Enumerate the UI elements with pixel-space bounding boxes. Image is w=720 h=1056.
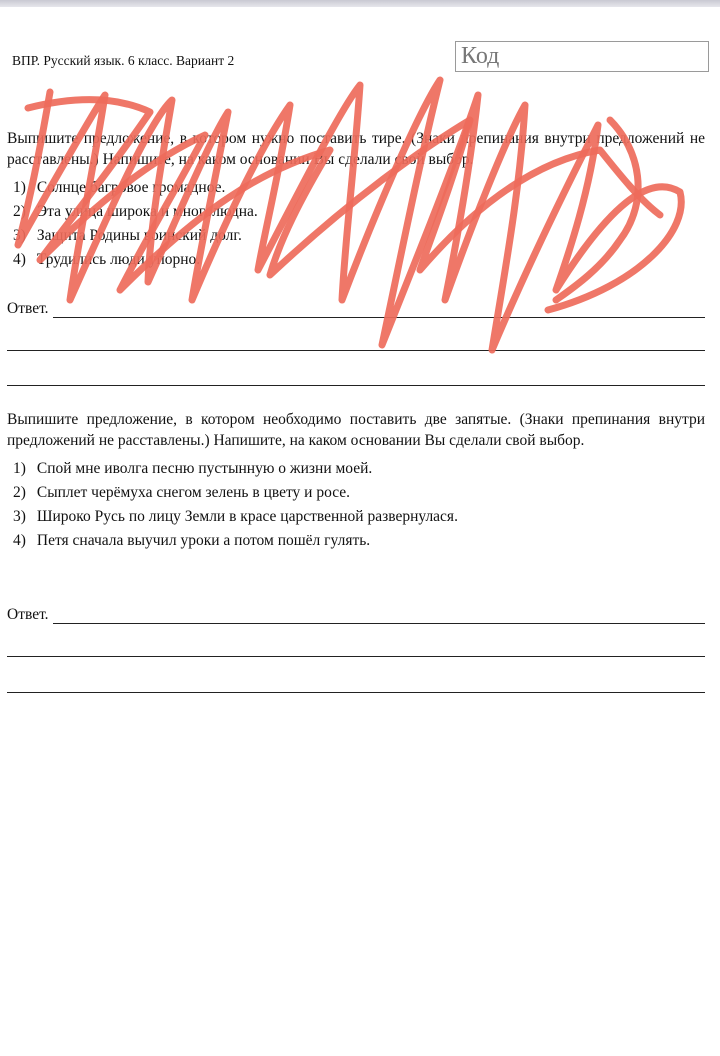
task-2-option: 4) Петя сначала выучил уроки а потом пошёл гулять. (13, 532, 371, 549)
task-2-option: 2) Сыплет черёмуха снегом зелень в цвету и росе. (13, 484, 351, 501)
task-2 (7, 410, 705, 553)
task-1 (7, 129, 705, 272)
task-2-answer-line[interactable] (53, 609, 705, 624)
task-2-options (13, 457, 705, 553)
task-2-answer-label: Ответ. (7, 606, 49, 623)
task-2-prompt: Выпишите предложение, в котором необходимо поставить две запятые. (Знаки препинания внутри предложений не расставлены.) Напишите, на каком основании Вы сделали свой выбор. (7, 411, 705, 449)
page-header-title: ВПР. Русский язык. 6 класс. Вариант 2 (12, 53, 235, 68)
task-1-options (13, 176, 705, 272)
task-1-answer[interactable] (7, 300, 705, 318)
task-1-prompt: Выпишите предложение, в котором нужно поставить тире. (Знаки препинания внутри предложений не расставлены.) Напишите, на каком основании Вы сделали свой выбор. (7, 130, 705, 168)
task-1-option: 2) Эта улица широка и многолюдна. (13, 203, 258, 220)
task-1-answer-label: Ответ. (7, 300, 49, 317)
task-1-answer-line[interactable] (53, 303, 705, 318)
task-2-answer[interactable] (7, 606, 705, 624)
code-field[interactable]: Код (455, 41, 709, 72)
task-1-option: 4) Трудились люди упорно. (13, 251, 201, 268)
top-edge (0, 0, 720, 7)
task-2-answer-line-3[interactable] (7, 692, 705, 693)
task-1-option: 1) Солнце багровое громадное. (13, 179, 226, 196)
task-2-option: 1) Спой мне иволга песню пустынную о жизни моей. (13, 460, 373, 477)
task-1-answer-line-3[interactable] (7, 385, 705, 386)
task-1-answer-line-2[interactable] (7, 350, 705, 351)
task-2-option: 3) Широко Русь по лицу Земли в красе царственной развернулася. (13, 508, 458, 525)
task-2-answer-line-2[interactable] (7, 656, 705, 657)
task-1-option: 3) Защита Родины воинский долг. (13, 227, 242, 244)
